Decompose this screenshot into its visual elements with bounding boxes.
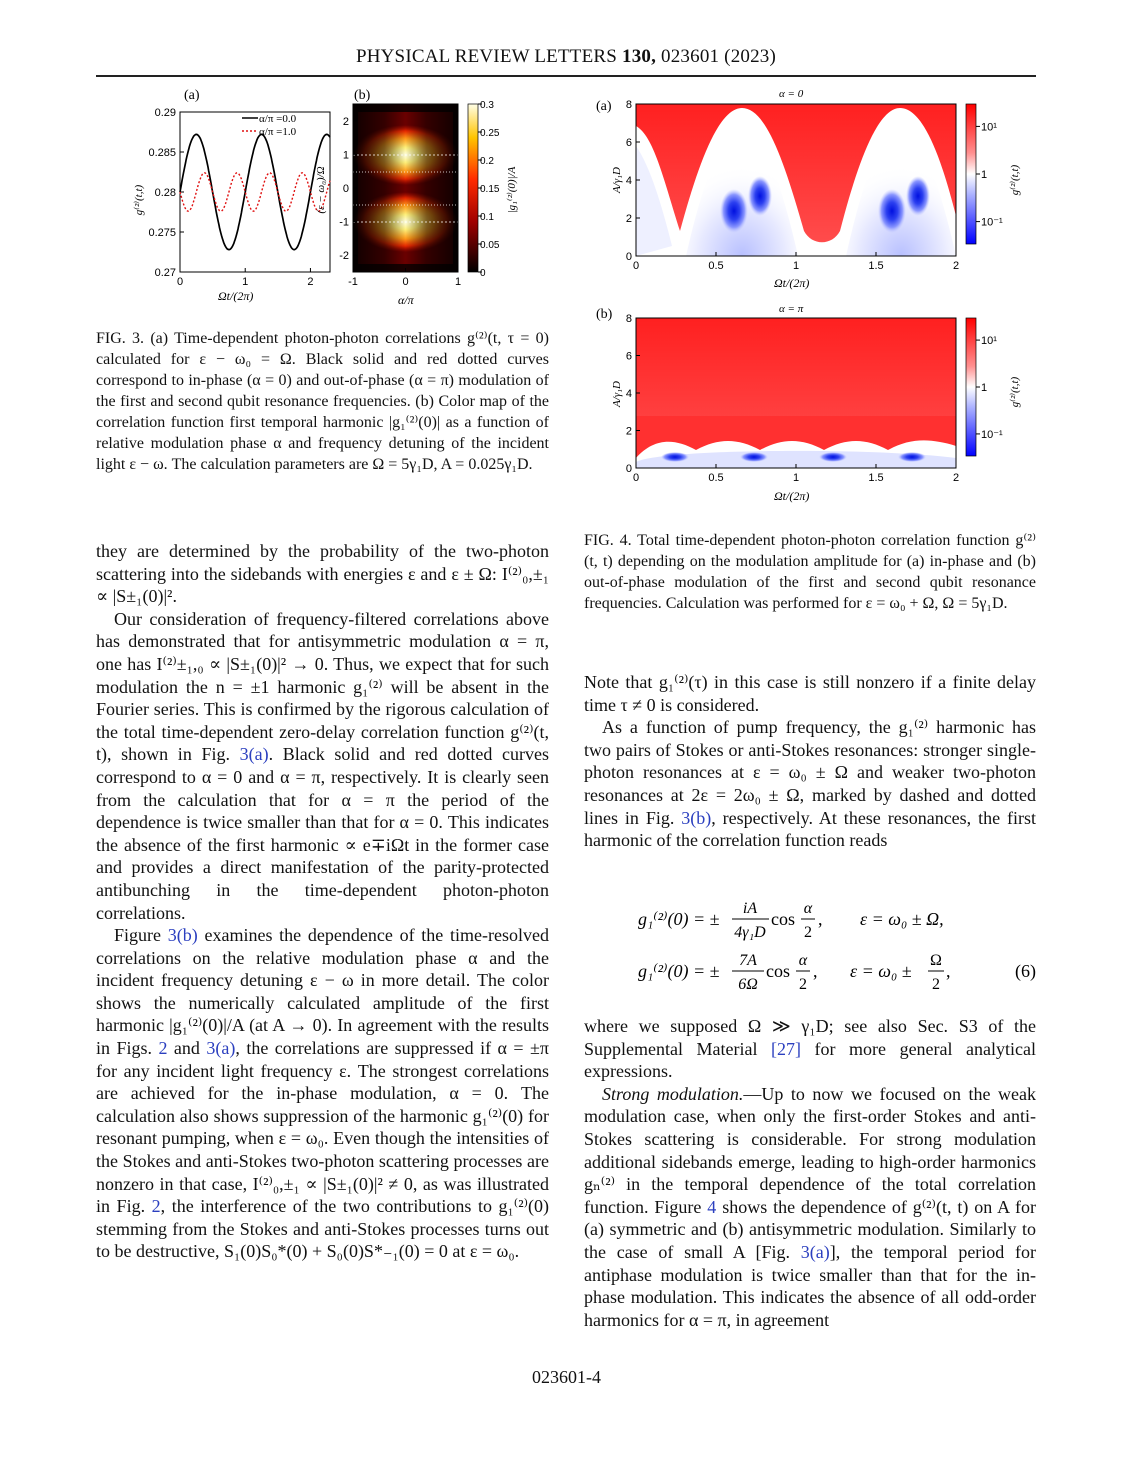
eq-line1-cnum: α <box>803 900 813 917</box>
eq-line2-condtail: , <box>946 961 951 981</box>
figure-4-svg <box>584 86 1036 506</box>
fig4b-y-tick-label: 8 <box>625 313 632 325</box>
fig4b-colorbar <box>966 318 976 456</box>
fig4a-y-tick-label: 6 <box>625 137 632 149</box>
fig4a-y-tick-label: 2 <box>625 213 632 225</box>
fig3b-xlabel: α/π <box>398 293 414 307</box>
fig4a-y-tick-label: 4 <box>625 175 632 187</box>
fig4a-minimum-2b <box>906 176 930 216</box>
header-rule <box>96 75 1036 77</box>
fig3a-panel-label: (a) <box>184 88 200 103</box>
equation-number: (6) <box>1015 961 1036 981</box>
fig4a-colorbar-tick-label: 10¹ <box>981 121 997 134</box>
left-paragraph-2: Our consideration of frequency-filtered correlations above has demonstrated that for antisymmetric modulation α = π, one has I⁽²⁾±₁,₀ ∝ |S±₁(0)|² → 0. Thus, we expect that for such modulation the n = ±1 harmonic g₁⁽²⁾ will be absent in the Fourier series. This is confirmed by the rigorous calculation of the total time-dependent zero-delay correlation function g⁽²⁾(t, t), shown in Fig. 3(a). Black solid and red dotted curves correspond to α = 0 and α = π, respectively. It is clearly seen from the calculation that for α = π the period of the dependence is twice smaller than that for α = 0. This indicates the absence of the first harmonic ∝ e∓iΩt in the former case and provides a direct manifestation of the parity-protected antibunching in the time-dependent photon-photon correlations. <box>96 608 549 923</box>
fig3a-plot-frame <box>180 112 330 272</box>
fig3b-colorbar-tick-label: 0.15 <box>480 184 500 195</box>
fig4a-x-tick-label: 2 <box>952 260 960 272</box>
left-paragraph-1: they are determined by the probability of the two-photon scattering into the sidebands with energies ε and ε ± Ω: I⁽²⁾₀,±₁ ∝ |S±₁(0)|². <box>96 541 549 607</box>
right-paragraph-4: Strong modulation.—Up to now we focused on the weak modulation case, when only the first-order Stokes and anti-Stokes scattering is considerable. For strong modulation additional sidebands emerge, leading to high-order harmonics gₙ⁽²⁾ in the temporal dependence of the total correlation function. Figure 4 shows the dependence of g⁽²⁾(t, t) on A for (a) symmetric and (b) antisymmetric modulation. Similarly to the case of small A [Fig. 3(a)], the temporal period for antiphase modulation is twice smaller than that for the in-phase modulation. This indicates the absence of all odd-order harmonics for α = π, in agreement <box>584 1083 1037 1330</box>
fig4b-colorbar-tick-label: 10¹ <box>981 335 997 348</box>
journal-volume: 130, <box>622 46 657 67</box>
right-column-bottom <box>584 1015 1036 1331</box>
fig4b-y-tick-label: 4 <box>625 388 632 400</box>
fig3b-x-tick-label: 0 <box>402 276 409 288</box>
fig4b-y-tick-label: 0 <box>625 463 632 475</box>
fig3b-x-tick-label: -1 <box>348 276 358 288</box>
equation-6-svg <box>584 893 1036 998</box>
link-fig3a-2[interactable]: 3(a) <box>206 1038 236 1059</box>
fig4a-x-tick-label: 0.5 <box>708 260 724 272</box>
strong-modulation-heading: Strong modulation. <box>602 1083 744 1104</box>
fig4a-panel-label: (a) <box>596 99 612 114</box>
fig4a-y-tick-label: 8 <box>625 99 632 111</box>
eq-line1-lhs: g₁⁽²⁾(0) = ± <box>638 909 720 929</box>
eq-line1-cden: 2 <box>804 924 812 941</box>
fig4a-y-tick-label: 0 <box>625 251 632 263</box>
fig3b-panel-label: (b) <box>354 88 371 103</box>
fig4b-title: α = π <box>779 303 804 315</box>
fig3b-colorbar-tick-label: 0.1 <box>480 212 494 223</box>
eq-line2-condden: 2 <box>932 976 940 993</box>
eq-line1-num: iA <box>742 900 758 917</box>
fig4a-colorbar-tick-label: 1 <box>981 169 988 181</box>
fig3a-y-tick-label: 0.28 <box>154 187 176 199</box>
fig4b-y-tick-label: 2 <box>625 425 632 438</box>
link-fig2-2[interactable]: 2 <box>151 1196 161 1217</box>
link-fig4[interactable]: 4 <box>707 1196 717 1217</box>
fig3a-x-tick-label: 1 <box>242 276 249 288</box>
fig4a-colorbar-tick-label: 10⁻¹ <box>981 216 1003 229</box>
fig3b-y-tick-label: 0 <box>342 183 349 195</box>
fig3b-colorbar <box>468 104 478 272</box>
fig4b-minimum-2 <box>740 452 768 462</box>
fig4b-minimum-3 <box>819 452 847 462</box>
figure-3 <box>96 82 556 312</box>
fig4a-x-tick-label: 1 <box>792 260 800 272</box>
right-column-top <box>584 671 1036 852</box>
fig4a-heatmap <box>636 104 956 256</box>
journal-name: PHYSICAL REVIEW LETTERS <box>355 46 618 67</box>
fig4b-colorbar-tick-label: 10⁻¹ <box>981 428 1003 441</box>
eq-line2-cden: 2 <box>799 976 807 993</box>
fig3a-y-tick-label: 0.275 <box>148 227 176 239</box>
eq-line1-cond: ε = ω₀ ± Ω, <box>860 909 944 929</box>
fig3b-heatmap <box>353 104 458 272</box>
link-fig3b[interactable]: 3(b) <box>167 925 198 946</box>
fig3a-xlabel: Ωt/(2π) <box>218 289 254 303</box>
fig4a-x-tick-label: 0 <box>632 260 640 272</box>
fig4a-colorbar-label: g⁽²⁾(t,t) <box>1009 164 1021 196</box>
fig3b-colorbar-tick-label: 0.3 <box>480 100 494 111</box>
fig3a-y-tick-label: 0.29 <box>154 107 176 119</box>
eq-line2-condnum: Ω <box>930 952 942 969</box>
equation-6 <box>584 893 1036 998</box>
eq-line2-cos: cos <box>766 961 790 981</box>
right-paragraph-1: Note that g₁⁽²⁾(τ) in this case is still nonzero if a finite delay time τ ≠ 0 is considered. <box>584 672 1036 715</box>
fig3b-y-tick-label: 1 <box>342 149 349 162</box>
eq-line2-lhs: g₁⁽²⁾(0) = ± <box>638 961 720 981</box>
fig4b-panel-label: (b) <box>596 307 613 322</box>
fig4a-ylabel: A/γ₁D <box>611 167 623 193</box>
eq-line1-den: 4γ₁D <box>734 924 766 941</box>
fig4a-minimum-1a <box>720 189 748 233</box>
fig4a-minimum-2a <box>878 189 906 233</box>
fig4b-x-tick-label: 1.5 <box>868 472 884 484</box>
fig3b-y-tick-label: -2 <box>339 250 349 263</box>
fig3b-ylabel: (ε − ω₀)/Ω <box>315 166 327 214</box>
running-header <box>96 46 1036 68</box>
fig3b-y-tick-label: -1 <box>339 216 349 229</box>
fig4b-x-tick-label: 2 <box>952 472 960 484</box>
fig4b-y-tick-label: 6 <box>625 350 632 363</box>
fig3b-x-tick-label: 1 <box>454 276 462 288</box>
left-paragraph-3: Figure 3(b) examines the dependence of the time-resolved correlations on the relative modulation phase α and the incident frequency detuning ε − ω in more detail. The color shows the numerically calculated amplitude of the first harmonic |g₁⁽²⁾(0)|/A (at A → 0). In agreement with the results in Figs. 2 and 3(a), the correlations are suppressed if α = ±π for any incident light frequency ε. The strongest correlations are achieved for the in-phase modulation, α = 0. The calculation also shows suppression of the harmonic g₁⁽²⁾(0) for resonant pumping, when ε = ω₀. Even though the intensities of the Stokes and anti-Stokes two-photon scattering processes are nonzero in that case, I⁽²⁾₀,±₁ ∝ |S±₁(0)|² ≠ 0, as was illustrated in Fig. 2, the interference of the two contributions to g₁⁽²⁾(0) stemming from the Stokes and anti-Stokes processes turns out to be destructive, S₁(0)S₀*(0) + S₀(0)S*₋₁(0) = 0 at ε = ω₀. <box>96 925 550 1262</box>
fig3a-x-tick-label: 2 <box>307 276 314 288</box>
fig3a-x-tick-label: 0 <box>176 276 184 288</box>
fig3b-colorbar-tick-label: 0 <box>480 268 486 279</box>
link-fig2[interactable]: 2 <box>158 1038 168 1059</box>
right-paragraph-2: As a function of pump frequency, the g₁⁽²⁾ harmonic has two pairs of Stokes or anti-Stokes resonances: stronger single-photon resonances at ε = ω₀ ± Ω and weaker two-photon resonances at 2ε = 2ω₀ ± Ω, marked by dashed and dotted lines in Fig. 3(b), respectively. At these resonances, the first harmonic of the correlation function reads <box>584 717 1036 851</box>
fig3a-y-tick-label: 0.285 <box>148 147 176 159</box>
fig3b-colorbar-tick-label: 0.05 <box>480 240 500 251</box>
fig4b-x-tick-label: 0 <box>632 472 640 484</box>
fig4b-minimum-1 <box>661 452 689 462</box>
fig4a-xlabel: Ωt/(2π) <box>774 276 810 290</box>
legend-entry-alpha-pi: α/π =1.0 <box>259 126 297 138</box>
fig4a-minimum-1b <box>748 176 772 216</box>
fig4b-colorbar-label: g⁽²⁾(t,t) <box>1009 376 1021 408</box>
article-id: 023601 (2023) <box>661 46 777 67</box>
fig4b-xlabel: Ωt/(2π) <box>774 489 810 503</box>
eq-line1-cos: cos <box>771 909 795 929</box>
fig4a-colorbar <box>966 104 976 244</box>
left-column <box>96 540 549 1263</box>
page-number: 023601-4 <box>532 1367 601 1387</box>
link-ref-27[interactable]: [27] <box>771 1038 802 1059</box>
fig3b-colorbar-tick-label: 0.25 <box>480 128 500 139</box>
fig4a-x-tick-label: 1.5 <box>868 260 884 272</box>
fig4b-ylabel: A/γ₁D <box>611 381 623 407</box>
fig3a-ylabel: g⁽²⁾(t,t) <box>133 184 145 216</box>
fig3b-y-tick-label: 2 <box>342 115 349 128</box>
figure-4-caption: FIG. 4. Total time-dependent photon-photon correlation function g⁽²⁾(t, t) depending on the modulation amplitude for (a) in-phase and (b) out-of-phase modulation of the first and second qubit resonance frequencies. Calculation was performed for ε = ω₀ + Ω, Ω = 5γ₁D. <box>584 532 1036 612</box>
legend-entry-alpha-0: α/π =0.0 <box>259 113 297 125</box>
series-line-alpha-0 <box>180 134 330 249</box>
eq-line1-tail: , <box>818 909 823 929</box>
eq-line2-cond: ε = ω₀ ± <box>850 961 912 981</box>
figure-3-caption: FIG. 3. (a) Time-dependent photon-photon correlations g⁽²⁾(t, τ = 0) calculated for ε − ω₀ = Ω. Black solid and red dotted curves correspond to in-phase (α = 0) and out-of-phase (α = π) modulation of the first and second qubit resonance frequencies. (b) Color map of the correlation function first temporal harmonic |g₁⁽²⁾(0)| as a function of relative modulation phase α and frequency detuning of the incident light ε − ω. The calculation parameters are Ω = 5γ₁D, A = 0.025γ₁D. <box>96 330 549 473</box>
fig4b-x-tick-label: 1 <box>792 472 800 484</box>
fig3a-y-tick-label: 0.27 <box>154 267 176 279</box>
eq-line2-num: 7A <box>739 952 757 969</box>
link-fig3a[interactable]: 3(a) <box>239 744 269 765</box>
fig4a-title: α = 0 <box>779 88 804 100</box>
fig4b-x-tick-label: 0.5 <box>708 472 724 484</box>
right-paragraph-3: where we supposed Ω ≫ γ₁D; see also Sec. S3 of the Supplemental Material [27] for more general analytical expressions. <box>584 1016 1037 1082</box>
fig3b-colorbar-label: |g₁⁽²⁾(0)|/A <box>506 166 518 214</box>
fig3b-colorbar-tick-label: 0.2 <box>480 156 494 167</box>
eq-line2-den: 6Ω <box>738 976 758 993</box>
fig4b-minimum-4 <box>898 452 926 462</box>
link-fig3b-2[interactable]: 3(b) <box>681 807 712 828</box>
eq-line2-cnum: α <box>798 952 808 969</box>
eq-line2-tail: , <box>813 961 818 981</box>
figure-3-svg <box>96 82 556 312</box>
fig4b-heatmap <box>636 318 956 468</box>
fig4b-colorbar-tick-label: 1 <box>981 382 988 394</box>
figure-4 <box>584 86 1036 506</box>
link-fig3a-3[interactable]: 3(a) <box>800 1241 830 1262</box>
